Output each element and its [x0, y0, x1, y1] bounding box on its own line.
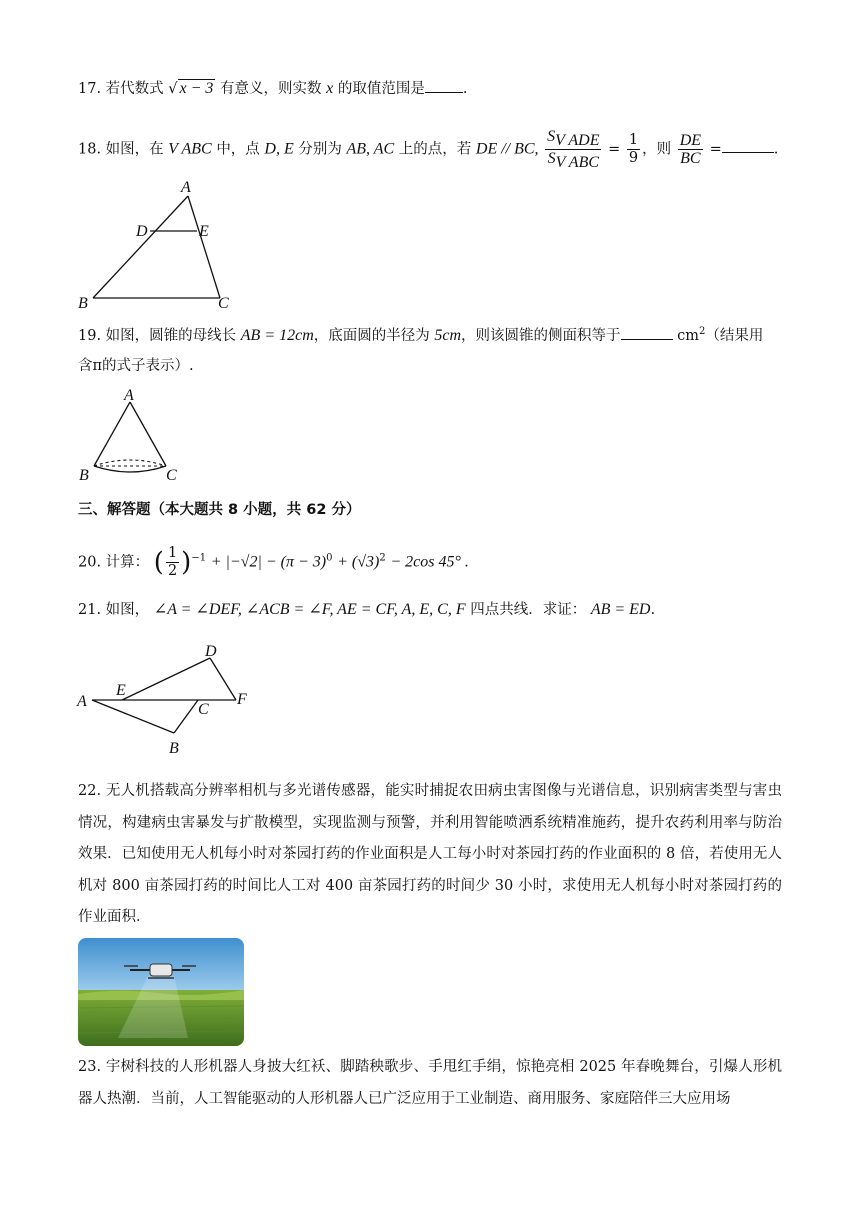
sqrt-expression: √ x − 3 — [168, 80, 214, 97]
frac-den: BC — [680, 149, 701, 167]
question-text: 中，点 — [216, 141, 260, 158]
vertex-label-b: B — [169, 740, 179, 757]
drone-photo — [78, 938, 244, 1046]
frac-den-sub: V ABC — [555, 153, 600, 171]
question-21 — [78, 600, 782, 620]
vertex-label-c: C — [218, 295, 229, 312]
triangle-figure-q18 — [78, 178, 248, 313]
vertex-label-a: A — [181, 179, 191, 196]
unit-exponent: 2 — [699, 326, 706, 337]
question-19-line2 — [78, 356, 782, 376]
vertex-label-a: A — [77, 693, 87, 710]
proof-goal: AB = ED — [590, 601, 651, 618]
given-conditions: ∠A = ∠DEF, ∠ACB = ∠F, AE = CF, A, E, C, F — [153, 601, 466, 618]
vertex-label-b: B — [79, 467, 89, 484]
answer-blank[interactable] — [425, 78, 463, 93]
vertex-label-e: E — [199, 223, 209, 240]
parallel-condition: DE // BC, — [475, 140, 539, 158]
exponent: 2 — [379, 552, 386, 564]
exponent: −1 — [191, 552, 207, 564]
frac-den: 2 — [167, 563, 178, 579]
question-text: 上的点，若 — [398, 141, 472, 158]
unit: cm — [677, 327, 700, 344]
section-title: 三、解答题（本大题共 8 小题，共 62 分） — [78, 502, 361, 518]
radius: 5cm — [434, 326, 462, 344]
question-20 — [78, 545, 782, 580]
vertex-label-e: E — [116, 682, 126, 699]
equals-sign: = — [709, 141, 722, 158]
question-text: 四点共线．求证： — [470, 602, 587, 618]
question-text: 分别为 — [298, 141, 342, 158]
question-text: 如图，圆锥的母线长 — [105, 327, 237, 344]
answer-blank[interactable] — [722, 138, 774, 153]
question-number: 18. — [78, 141, 102, 158]
figure-q21 — [74, 640, 264, 760]
question-text: ，则 — [642, 141, 672, 158]
vertex-label-f: F — [237, 691, 247, 708]
vertex-label-b: B — [78, 295, 88, 312]
question-text: 有意义，则实数 — [220, 81, 322, 97]
question-text: 如图， — [105, 602, 150, 618]
frac-num: S — [547, 128, 556, 145]
frac-num: 1 — [167, 545, 178, 561]
question-17 — [78, 78, 782, 99]
question-text: 计算： — [105, 554, 150, 571]
vertex-label-c: C — [166, 467, 177, 484]
slant-length: AB = 12cm — [240, 326, 314, 344]
radicand: x − 3 — [179, 80, 214, 97]
frac-num: DE — [679, 131, 702, 149]
question-18 — [78, 128, 782, 171]
sides-label: AB, AC — [346, 140, 395, 158]
question-text: ，底面圆的半径为 — [313, 327, 430, 344]
vertex-label-c: C — [198, 701, 209, 718]
question-text: ，则该圆锥的侧面积等于 — [461, 327, 621, 344]
period: . — [650, 602, 656, 618]
cone-figure-q19 — [78, 386, 188, 486]
vertex-label-d: D — [136, 223, 148, 240]
question-text: 的取值范围是 — [337, 81, 425, 97]
answer-blank[interactable] — [621, 325, 673, 340]
drone-photo-drawing — [78, 938, 244, 1046]
period: . — [462, 81, 468, 97]
question-23: 23. 宇树科技的人形机器人身披大红袄、脚踏秧歌步、手甩红手绢，惊艳亮相 2025 年春晚舞台，引爆人形机器人热潮．当前，人工智能驱动的人形机器人已广泛应用于工业制造、商用服务、家庭陪伴三大应用场 — [78, 1059, 782, 1107]
frac-num-sub: V ADE — [555, 131, 600, 149]
question-text: 若代数式 — [105, 81, 164, 97]
right-paren: ) — [181, 547, 192, 578]
area-ratio-fraction — [545, 128, 601, 171]
triangle-label: V ABC — [168, 140, 212, 158]
question-number: 20. — [78, 554, 102, 571]
variable: x — [326, 80, 334, 97]
vertex-label-d: D — [205, 643, 217, 660]
question-text: 如图，在 — [105, 141, 164, 158]
exponent: 0 — [326, 552, 333, 564]
half-fraction — [166, 545, 179, 580]
question-number: 17. — [78, 81, 102, 97]
frac-num: 1 — [628, 131, 639, 148]
equals-sign: = — [608, 141, 621, 158]
frac-den: S — [547, 149, 556, 167]
question-number: 19. — [78, 327, 102, 344]
question-19 — [78, 322, 782, 346]
question-22: 22. 无人机搭载高分辨率相机与多光谱传感器，能实时捕捉农田病虫害图像与光谱信息，识别病害类型与害虫情况，构建病虫害暴发与扩散模型，实现监测与预警，并利用智能喷洒系统精准施药，提升农药利用率与防治效果．已知使用无人机每小时对茶园打药的作业面积是人工每小时对茶园打药的作业面积的 8 倍，若使用无人机对 800 亩茶园打药的时间比人工对 400 亩茶园打药的时间少 30 小时，求使用无人机每小时对茶园打药的作业面积． — [78, 783, 782, 925]
period: . — [773, 141, 779, 158]
left-paren: ( — [153, 547, 164, 578]
expression-part: + |−√2| − (π − 3) — [210, 553, 327, 571]
expression-part: − 2cos 45° . — [390, 553, 469, 571]
vertex-label-a: A — [124, 387, 134, 404]
question-text: （结果用 — [705, 327, 764, 344]
points-label: D, E — [264, 140, 294, 158]
answer-fraction — [678, 132, 703, 167]
expression-part: + (√3) — [337, 553, 380, 571]
frac-den: 9 — [628, 149, 639, 166]
question-text: 含π的式子表示）. — [78, 358, 194, 374]
question-number: 21. — [78, 602, 102, 618]
ratio-value-fraction — [627, 132, 640, 167]
